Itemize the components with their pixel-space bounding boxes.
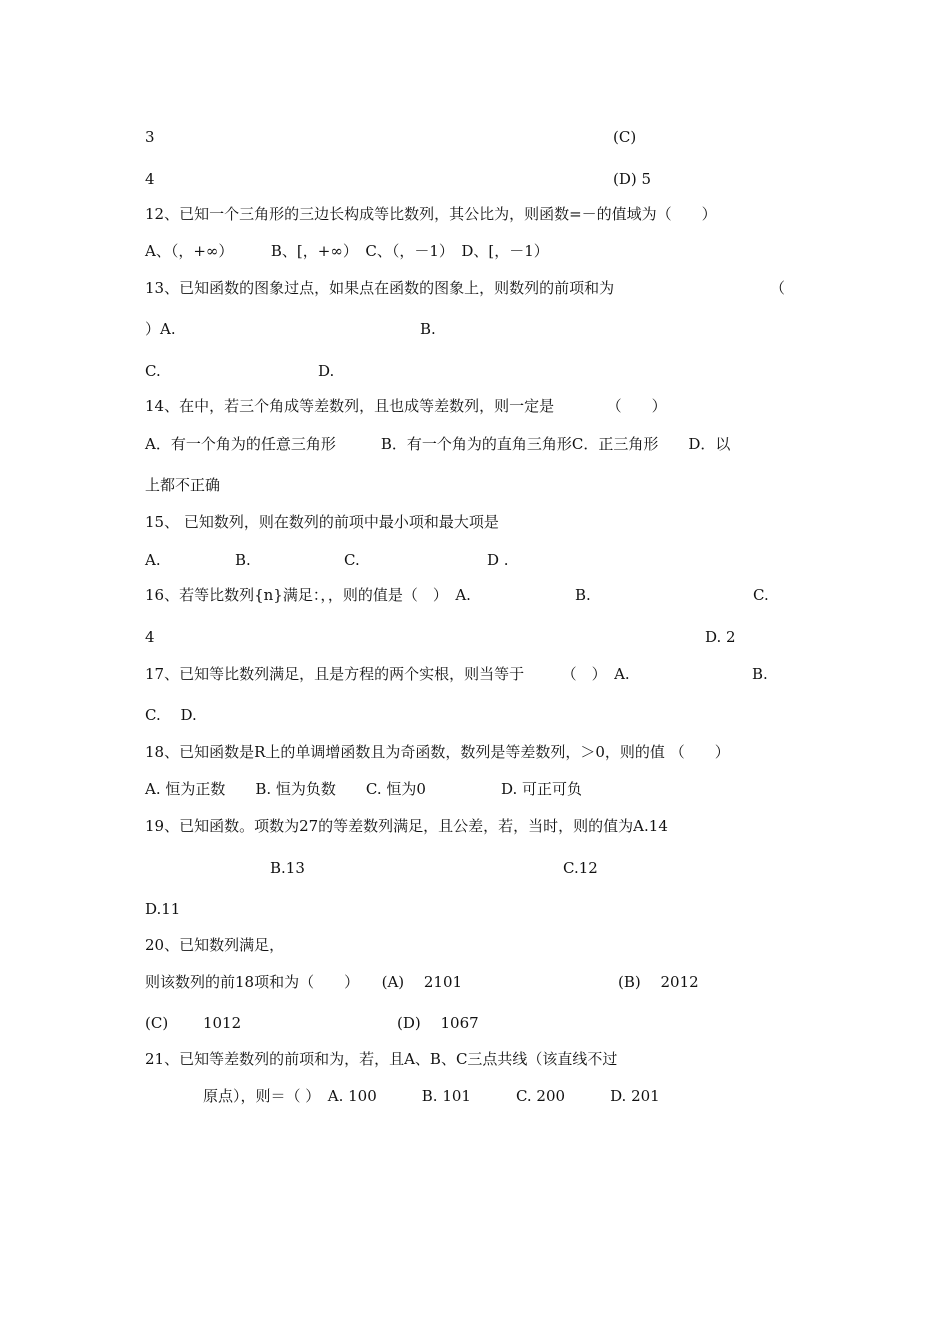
question-12: 12、已知一个三角形的三边长构成等比数列，其公比为，则函数=－的值域为（ ）	[145, 205, 717, 223]
question-13-option-a: ）A.	[145, 320, 176, 338]
question-16: 16、若等比数列{n}满足：，，则的值是（ ） A.	[145, 586, 471, 604]
question-17: 17、已知等比数列满足，且是方程的两个实根，则当等于 （ ） A.	[145, 665, 630, 683]
question-12-options: A、（，+∞） B、[，+∞） C、（，－1） D、[，－1）	[145, 242, 549, 260]
question-20-stem: 则该数列的前18项和为（ ） (A) 2101	[145, 973, 463, 991]
question-20-option-b: (B) 2012	[618, 973, 699, 991]
question-15-option-c: C.	[344, 551, 360, 569]
question-20-option-d: (D) 1067	[397, 1014, 479, 1032]
question-13: 13、已知函数的图象过点，如果点在函数的图象上，则数列的前项和为	[145, 279, 615, 297]
question-14-options: A．有一个角为的任意三角形 B．有一个角为的直角三角形C．正三角形 D．以	[145, 435, 731, 453]
answer-line-1-left: 3	[145, 128, 155, 146]
question-19: 19、已知函数。项数为27的等差数列满足，且公差，若，当时，则的值为A.14	[145, 817, 668, 835]
question-15-option-a: A.	[145, 551, 161, 569]
question-16-answer-left: 4	[145, 628, 155, 646]
question-15-option-d: D .	[487, 551, 509, 569]
question-16-option-c: C.	[753, 586, 769, 604]
question-19-option-b: B.13	[270, 859, 305, 877]
question-17-option-b: B.	[752, 665, 768, 683]
question-20-option-c: (C) 1012	[145, 1014, 242, 1032]
question-19-option-c: C.12	[563, 859, 598, 877]
question-13-option-b: B.	[420, 320, 436, 338]
question-13-paren: （	[770, 279, 786, 297]
answer-line-2-left: 4	[145, 170, 155, 188]
question-17-options-cd: C. D.	[145, 706, 197, 724]
question-16-option-b: B.	[575, 586, 591, 604]
question-18: 18、已知函数是R上的单调增函数且为奇函数，数列是等差数列，＞0，则的值 （ ）	[145, 743, 730, 761]
question-18-options: A. 恒为正数 B. 恒为负数 C. 恒为0 D. 可正可负	[145, 780, 582, 798]
question-15-option-b: B.	[235, 551, 251, 569]
question-21: 21、已知等差数列的前项和为，若，且A、B、C三点共线（该直线不过	[145, 1050, 618, 1068]
question-13-option-d: D.	[318, 362, 335, 380]
question-14: 14、在中，若三个角成等差数列，且也成等差数列，则一定是 （ ）	[145, 397, 667, 415]
question-19-option-d: D.11	[145, 900, 181, 918]
question-21-options: 原点），则＝（ ） A. 100 B. 101 C. 200 D. 201	[203, 1087, 660, 1105]
answer-line-2-right: (D) 5	[613, 170, 652, 188]
question-13-option-c: C.	[145, 362, 161, 380]
question-16-option-d: D. 2	[705, 628, 736, 646]
answer-line-1-right: (C)	[613, 128, 637, 146]
question-20: 20、已知数列满足，	[145, 936, 285, 954]
question-15: 15、 已知数列，则在数列的前项中最小项和最大项是	[145, 513, 499, 531]
question-14-options-cont: 上都不正确	[145, 476, 221, 494]
